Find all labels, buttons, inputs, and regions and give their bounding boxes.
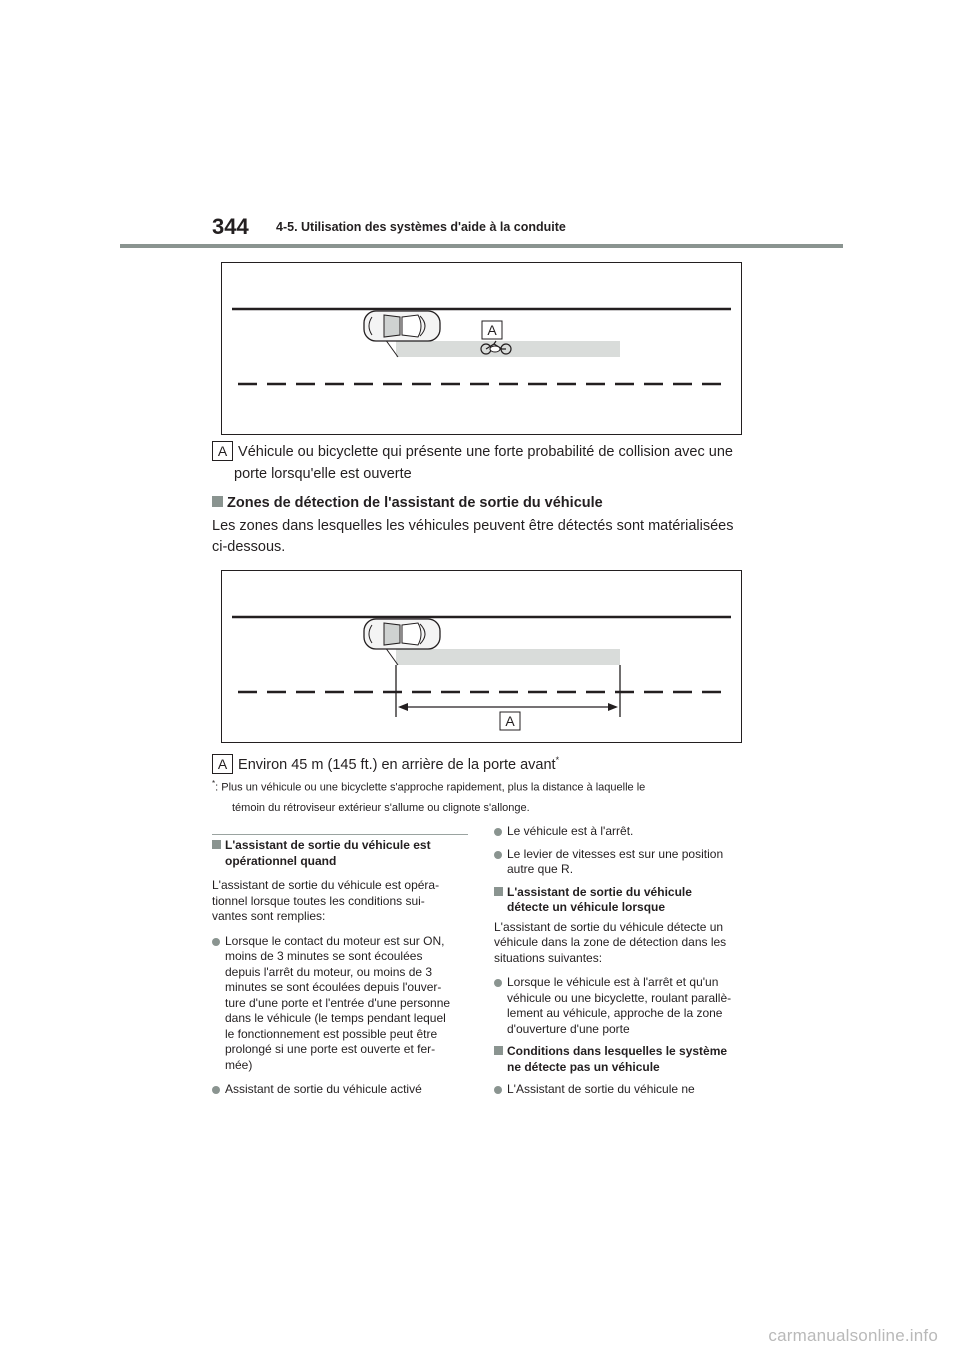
footnote-line1: : Plus un véhicule ou une bicyclette s'approche rapidement, plus la distance à laquelle le: [215, 781, 646, 794]
figure1-caption: [212, 441, 772, 485]
figure1-caption-line1: Véhicule ou bicyclette qui présente une forte probabilité de collision avec une: [238, 444, 733, 460]
right-bullet-assistant: L'Assistant de sortie du véhicule ne: [494, 1082, 754, 1098]
figure1-marker-a: A: [487, 322, 497, 338]
detection-heading-text: Zones de détection de l'assistant de sortie du véhicule: [227, 495, 603, 511]
watermark: carmanualsonline.info: [768, 1326, 938, 1345]
round-bullet-icon: [212, 938, 220, 946]
section-title: 4-5. Utilisation des systèmes d'aide à la conduite: [276, 220, 566, 234]
detection-body-line2: ci-dessous.: [212, 539, 286, 555]
sedan-car-icon: [364, 311, 440, 341]
round-bullet-icon: [494, 979, 502, 987]
left-column: [212, 838, 472, 1098]
road-diagram-1: [222, 263, 741, 434]
right-column: [494, 824, 754, 1098]
right-paragraph-situations: L'assistant de sortie du véhicule détecte un véhicule dans la zone de détection dans les situations suivantes:: [494, 919, 727, 965]
right-bullet-gear: Le levier de vitesses est sur une position autre que R.: [494, 847, 754, 878]
left-bullet-activated: Assistant de sortie du véhicule activé: [212, 1082, 472, 1098]
footnote-line2: témoin du rétroviseur extérieur s'allume ou clignote s'allonge.: [232, 801, 530, 814]
column-rule: [212, 834, 468, 835]
figure-door-collision: [221, 262, 742, 435]
figure2-caption: [212, 749, 772, 776]
square-bullet-icon: [494, 1046, 503, 1055]
road-diagram-2: [222, 571, 741, 742]
left-bullet-contact: Lorsque le contact du moteur est sur ON, moins de 3 minutes se sont écoulées depuis l'arrêt du moteur, ou moins de 3 minutes se sont écoulées depuis l'ouver- ture d'une porte et l'entrée d'une personne dans le véhicule (le temps pendant lequel le fonctionnement est possible peut être prolongé si une porte est ouverte et fer- mée): [212, 934, 472, 1074]
figure2-caption-star: *: [555, 755, 560, 765]
header-rule: [120, 244, 843, 248]
page-number: 344: [212, 214, 249, 239]
round-bullet-icon: [494, 828, 502, 836]
square-bullet-icon: [212, 496, 223, 507]
detection-heading: [212, 495, 603, 511]
left-paragraph-conditions: L'assistant de sortie du véhicule est opéra- tionnel lorsque toutes les conditions sui- vantes sont remplies:: [212, 878, 440, 923]
round-bullet-icon: [494, 851, 502, 859]
detection-zone: [396, 649, 620, 665]
sedan-car-icon: [364, 619, 440, 649]
detection-body: [212, 516, 772, 558]
figure2-caption-text: Environ 45 m (145 ft.) en arrière de la porte avant: [238, 756, 556, 773]
round-bullet-icon: [212, 1086, 220, 1094]
right-heading-detects: L'assistant de sortie du véhicule détecte un véhicule lorsque: [494, 885, 754, 916]
figure1-caption-line2: porte lorsqu'elle est ouverte: [234, 466, 412, 482]
footnote-mark: *: [212, 779, 216, 788]
footnote: [212, 774, 772, 818]
round-bullet-icon: [494, 1086, 502, 1094]
square-bullet-icon: [494, 887, 503, 896]
square-bullet-icon: [212, 840, 221, 849]
left-heading-operational: L'assistant de sortie du véhicule est opérationnel quand: [212, 838, 472, 869]
figure1-caption-label: A: [212, 441, 233, 461]
right-bullet-approach: Lorsque le véhicule est à l'arrêt et qu'un véhicule ou une bicyclette, roulant parallè- lement au véhicule, approche de la zone d'ouverture d'une porte: [494, 975, 754, 1037]
detection-body-line1: Les zones dans lesquelles les véhicules peuvent être détectés sont matérialisées: [212, 518, 734, 534]
right-heading-not-detect: Conditions dans lesquelles le système ne détecte pas un véhicule: [494, 1044, 754, 1075]
detection-zone: [396, 341, 620, 357]
figure2-marker-a: A: [505, 713, 515, 729]
right-bullet-stopped: Le véhicule est à l'arrêt.: [494, 824, 754, 840]
figure-detection-zone: [221, 570, 742, 743]
figure2-caption-label: A: [212, 754, 233, 774]
